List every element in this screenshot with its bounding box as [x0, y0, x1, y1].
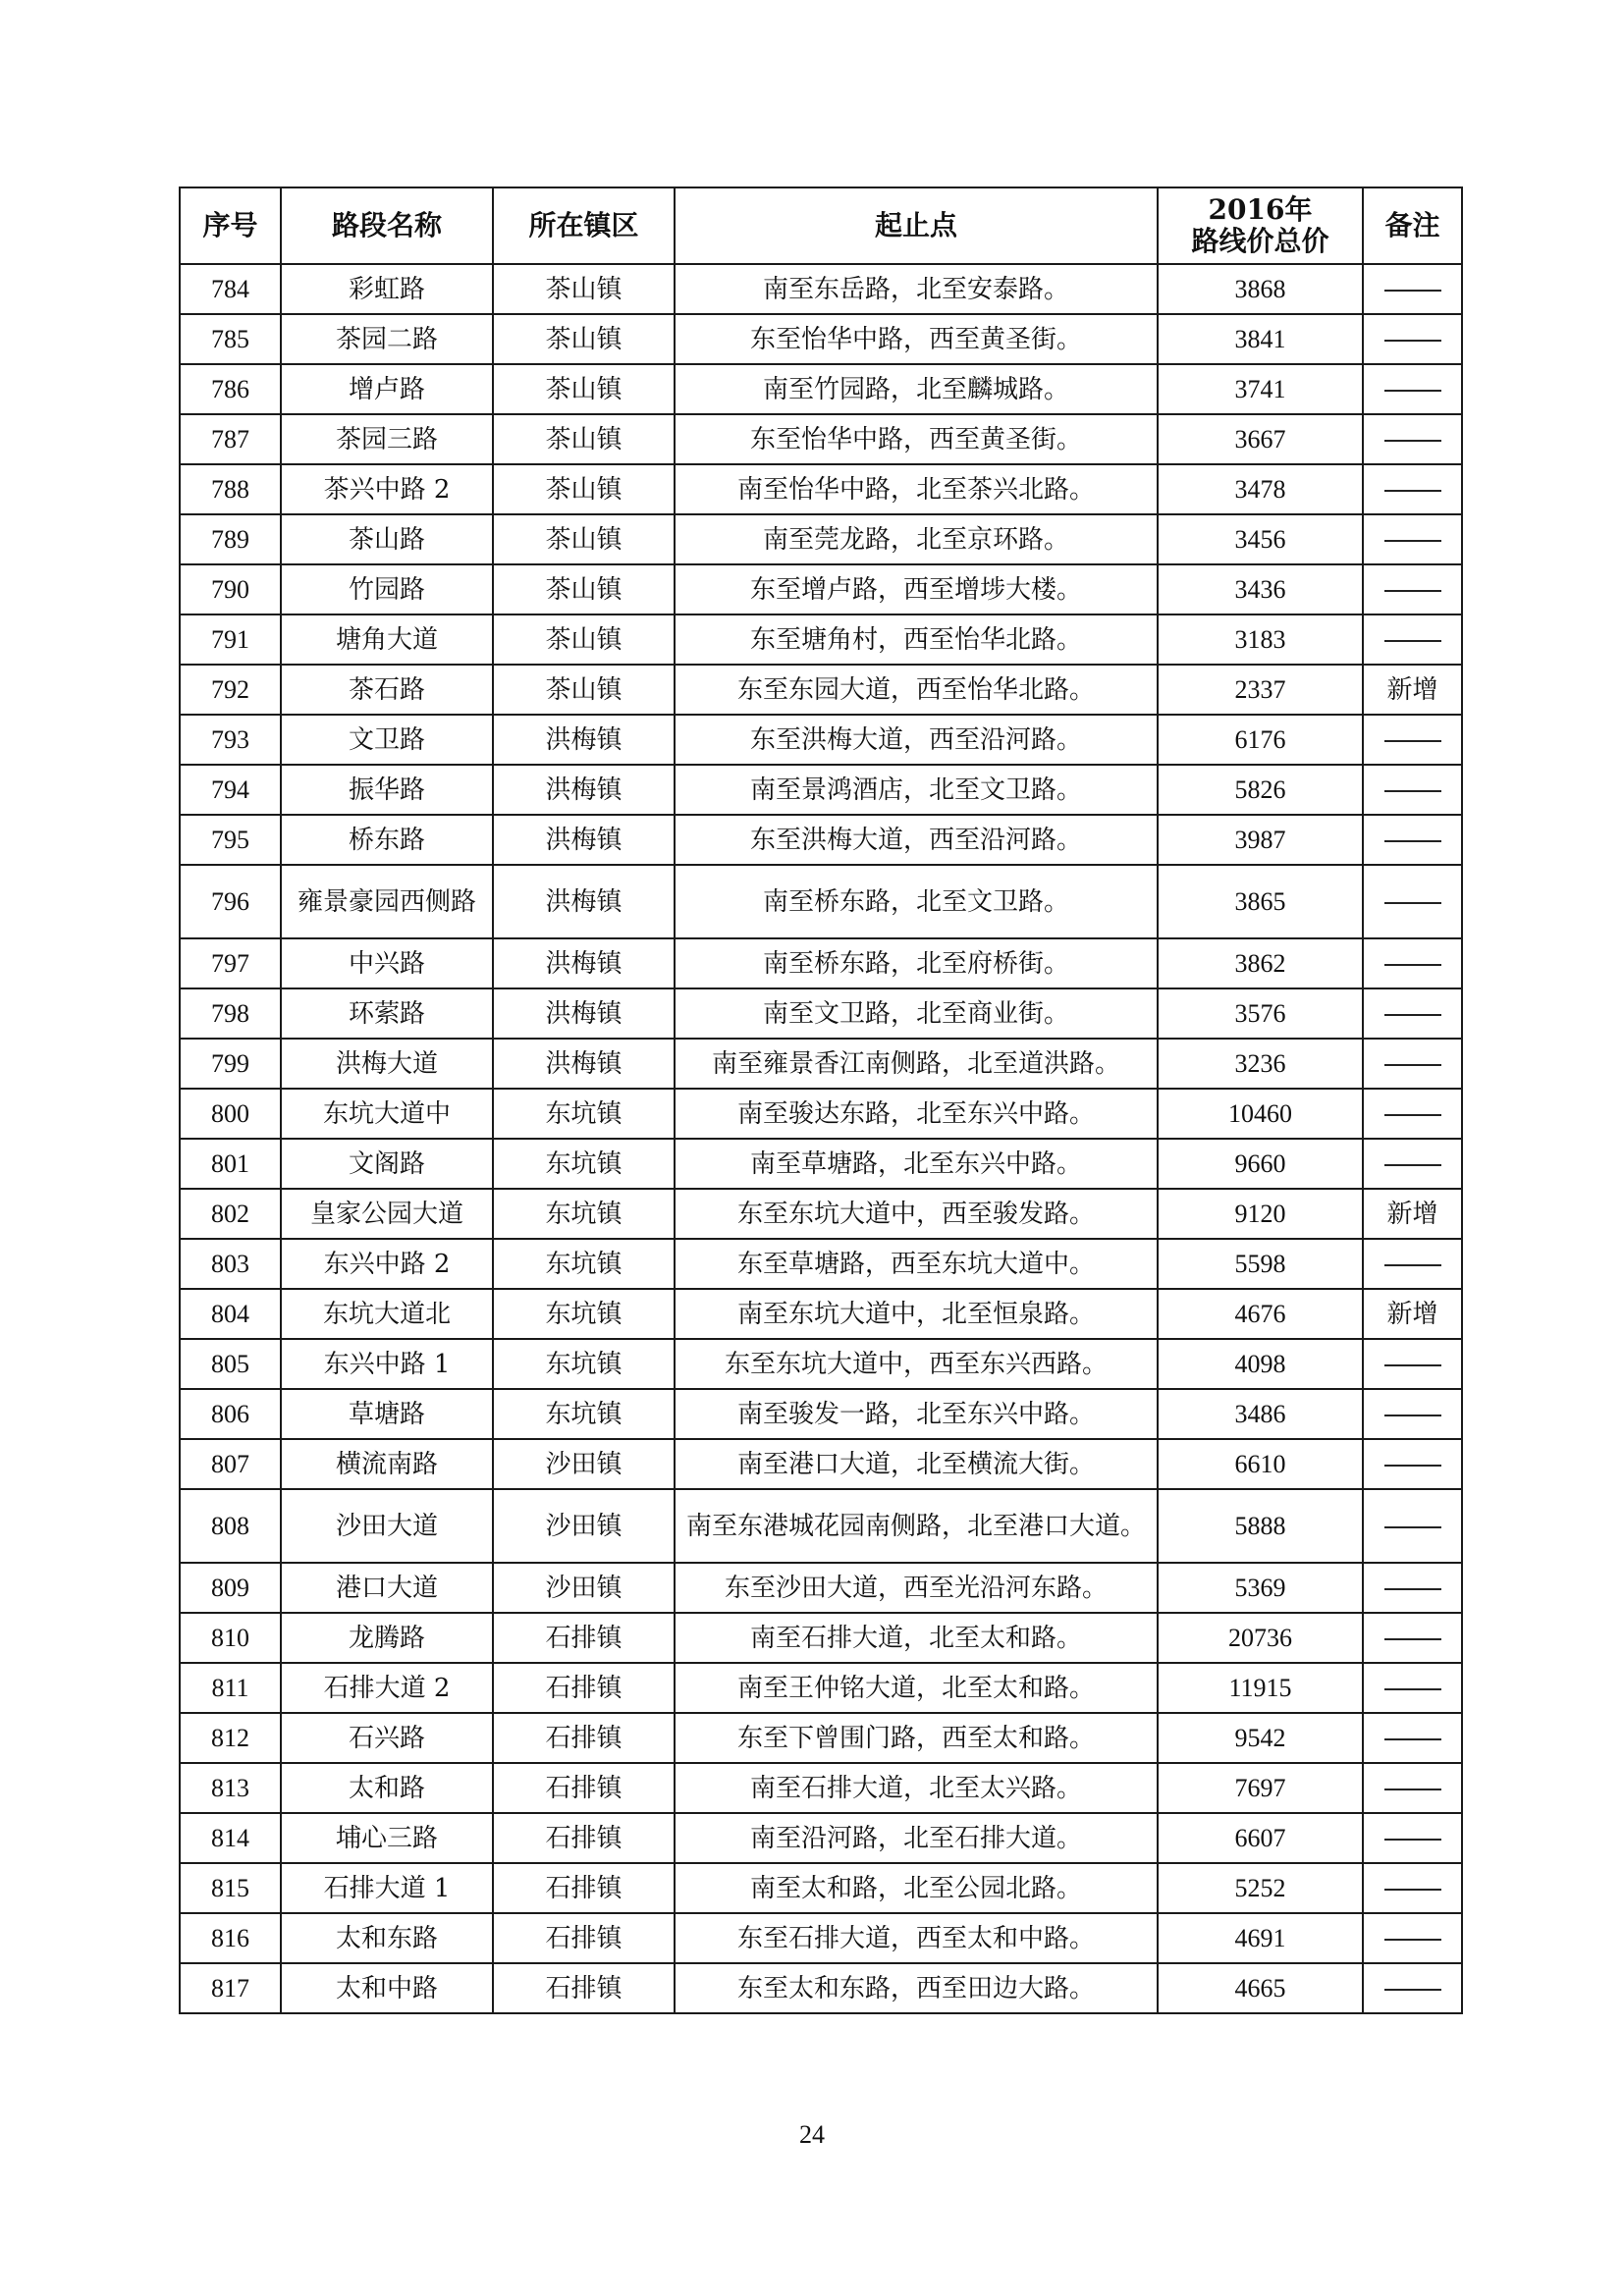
header-remark: 备注 — [1363, 187, 1462, 264]
row-town: 沙田镇 — [493, 1439, 675, 1489]
dash-mark — [1384, 790, 1441, 792]
row-price: 4665 — [1158, 1963, 1363, 2013]
row-price: 4691 — [1158, 1913, 1363, 1963]
row-no: 799 — [180, 1039, 281, 1089]
row-remark — [1363, 1613, 1462, 1663]
row-price: 3667 — [1158, 414, 1363, 464]
table-header-row — [180, 187, 1462, 264]
dash-mark — [1384, 1415, 1441, 1416]
row-remark — [1363, 1339, 1462, 1389]
row-road-name: 桥东路 — [281, 815, 493, 865]
row-road-name: 环萦路 — [281, 988, 493, 1039]
row-remark — [1363, 464, 1462, 514]
table-row — [180, 464, 1462, 514]
dash-mark — [1384, 540, 1441, 542]
dash-mark — [1384, 840, 1441, 842]
row-road-name: 茶园二路 — [281, 314, 493, 364]
row-price: 3436 — [1158, 564, 1363, 614]
row-town: 洪梅镇 — [493, 938, 675, 988]
dash-mark — [1384, 440, 1441, 442]
dash-mark — [1384, 390, 1441, 392]
table-row — [180, 1289, 1462, 1339]
row-range: 南至沿河路，北至石排大道。 — [675, 1813, 1158, 1863]
row-no: 785 — [180, 314, 281, 364]
row-price: 3741 — [1158, 364, 1363, 414]
dash-mark — [1384, 640, 1441, 642]
row-town: 东坑镇 — [493, 1339, 675, 1389]
row-town: 石排镇 — [493, 1963, 675, 2013]
row-price: 3841 — [1158, 314, 1363, 364]
dash-mark — [1384, 1014, 1441, 1016]
row-town: 东坑镇 — [493, 1239, 675, 1289]
row-range: 东至洪梅大道，西至沿河路。 — [675, 815, 1158, 865]
row-town: 沙田镇 — [493, 1489, 675, 1563]
row-range: 东至增卢路，西至增埗大楼。 — [675, 564, 1158, 614]
row-price: 3987 — [1158, 815, 1363, 865]
row-town: 石排镇 — [493, 1763, 675, 1813]
row-price: 5369 — [1158, 1563, 1363, 1613]
table-row — [180, 1763, 1462, 1813]
row-remark — [1363, 1139, 1462, 1189]
row-range: 东至东坑大道中，西至骏发路。 — [675, 1189, 1158, 1239]
row-town: 洪梅镇 — [493, 765, 675, 815]
row-road-name: 太和东路 — [281, 1913, 493, 1963]
row-range: 东至怡华中路，西至黄圣街。 — [675, 414, 1158, 464]
row-no: 793 — [180, 715, 281, 765]
dash-mark — [1384, 964, 1441, 966]
row-price: 5826 — [1158, 765, 1363, 815]
row-road-name: 竹园路 — [281, 564, 493, 614]
row-remark — [1363, 264, 1462, 314]
row-no: 784 — [180, 264, 281, 314]
dash-mark — [1384, 590, 1441, 592]
row-price: 3456 — [1158, 514, 1363, 564]
row-remark — [1363, 1039, 1462, 1089]
row-range: 南至王仲铭大道，北至太和路。 — [675, 1663, 1158, 1713]
table-row — [180, 938, 1462, 988]
row-road-name: 石排大道 2 — [281, 1663, 493, 1713]
row-price: 9120 — [1158, 1189, 1363, 1239]
row-range: 东至洪梅大道，西至沿河路。 — [675, 715, 1158, 765]
header-range: 起止点 — [675, 187, 1158, 264]
row-no: 801 — [180, 1139, 281, 1189]
row-town: 石排镇 — [493, 1813, 675, 1863]
row-no: 815 — [180, 1863, 281, 1913]
dash-mark — [1384, 490, 1441, 492]
dash-mark — [1384, 340, 1441, 342]
dash-mark — [1384, 1588, 1441, 1590]
row-road-name: 沙田大道 — [281, 1489, 493, 1563]
row-town: 石排镇 — [493, 1863, 675, 1913]
row-range: 东至东园大道，西至怡华北路。 — [675, 665, 1158, 715]
row-remark — [1363, 1863, 1462, 1913]
row-range: 南至桥东路，北至府桥街。 — [675, 938, 1158, 988]
table-row — [180, 1389, 1462, 1439]
row-no: 806 — [180, 1389, 281, 1439]
row-range: 南至东坑大道中，北至恒泉路。 — [675, 1289, 1158, 1339]
row-road-name: 石排大道 1 — [281, 1863, 493, 1913]
dash-mark — [1384, 740, 1441, 742]
dash-mark — [1384, 1064, 1441, 1066]
row-town: 东坑镇 — [493, 1139, 675, 1189]
row-price: 3183 — [1158, 614, 1363, 665]
row-remark — [1363, 1913, 1462, 1963]
row-road-name: 东坑大道北 — [281, 1289, 493, 1339]
row-remark — [1363, 815, 1462, 865]
row-town: 石排镇 — [493, 1913, 675, 1963]
table-row — [180, 1239, 1462, 1289]
row-town: 茶山镇 — [493, 314, 675, 364]
dash-mark — [1384, 1989, 1441, 1991]
table-row — [180, 1613, 1462, 1663]
row-remark — [1363, 715, 1462, 765]
row-range: 东至塘角村，西至怡华北路。 — [675, 614, 1158, 665]
row-road-name: 中兴路 — [281, 938, 493, 988]
row-remark — [1363, 1489, 1462, 1563]
row-range: 东至石排大道，西至太和中路。 — [675, 1913, 1158, 1963]
row-price: 20736 — [1158, 1613, 1363, 1663]
row-no: 790 — [180, 564, 281, 614]
table-row — [180, 564, 1462, 614]
row-price: 10460 — [1158, 1089, 1363, 1139]
row-town: 石排镇 — [493, 1613, 675, 1663]
table-row — [180, 1713, 1462, 1763]
row-range: 东至草塘路，西至东坑大道中。 — [675, 1239, 1158, 1289]
row-remark: 新增 — [1363, 665, 1462, 715]
row-no: 795 — [180, 815, 281, 865]
header-town: 所在镇区 — [493, 187, 675, 264]
dash-mark — [1384, 902, 1441, 904]
row-range: 南至竹园路，北至麟城路。 — [675, 364, 1158, 414]
row-range: 南至莞龙路，北至京环路。 — [675, 514, 1158, 564]
row-road-name: 文阁路 — [281, 1139, 493, 1189]
row-no: 787 — [180, 414, 281, 464]
row-price: 5888 — [1158, 1489, 1363, 1563]
row-range: 东至太和东路，西至田边大路。 — [675, 1963, 1158, 2013]
table-row — [180, 364, 1462, 414]
row-remark: 新增 — [1363, 1189, 1462, 1239]
row-town: 洪梅镇 — [493, 988, 675, 1039]
row-road-name: 草塘路 — [281, 1389, 493, 1439]
row-remark — [1363, 988, 1462, 1039]
header-price-line1: 2016年 — [1208, 193, 1313, 226]
row-range: 东至东坑大道中，西至东兴西路。 — [675, 1339, 1158, 1389]
row-range: 南至景鸿酒店，北至文卫路。 — [675, 765, 1158, 815]
row-no: 807 — [180, 1439, 281, 1489]
row-range: 南至石排大道，北至太兴路。 — [675, 1763, 1158, 1813]
dash-mark — [1384, 1526, 1441, 1528]
row-remark: 新增 — [1363, 1289, 1462, 1339]
table-row — [180, 1039, 1462, 1089]
dash-mark — [1384, 1364, 1441, 1366]
row-range: 南至骏发一路，北至东兴中路。 — [675, 1389, 1158, 1439]
row-remark — [1363, 364, 1462, 414]
row-road-name: 茶园三路 — [281, 414, 493, 464]
table-row — [180, 414, 1462, 464]
table-row — [180, 1089, 1462, 1139]
row-town: 洪梅镇 — [493, 815, 675, 865]
row-price: 5598 — [1158, 1239, 1363, 1289]
row-price: 3862 — [1158, 938, 1363, 988]
row-no: 813 — [180, 1763, 281, 1813]
row-remark — [1363, 1663, 1462, 1713]
row-range: 南至骏达东路，北至东兴中路。 — [675, 1089, 1158, 1139]
row-price: 6176 — [1158, 715, 1363, 765]
row-range: 南至太和路，北至公园北路。 — [675, 1863, 1158, 1913]
row-town: 洪梅镇 — [493, 865, 675, 938]
row-road-name: 茶石路 — [281, 665, 493, 715]
row-price: 3236 — [1158, 1039, 1363, 1089]
road-price-table — [179, 187, 1463, 2014]
row-remark — [1363, 514, 1462, 564]
row-remark — [1363, 765, 1462, 815]
row-road-name: 东兴中路 2 — [281, 1239, 493, 1289]
row-price: 3576 — [1158, 988, 1363, 1039]
row-road-name: 茶山路 — [281, 514, 493, 564]
table-row — [180, 715, 1462, 765]
row-no: 798 — [180, 988, 281, 1039]
row-price: 6607 — [1158, 1813, 1363, 1863]
row-remark — [1363, 1439, 1462, 1489]
row-town: 茶山镇 — [493, 264, 675, 314]
row-range: 南至东港城花园南侧路，北至港口大道。 — [675, 1489, 1158, 1563]
row-range: 东至沙田大道，西至光沿河东路。 — [675, 1563, 1158, 1613]
row-town: 茶山镇 — [493, 564, 675, 614]
row-town: 茶山镇 — [493, 665, 675, 715]
row-range: 南至雍景香江南侧路，北至道洪路。 — [675, 1039, 1158, 1089]
page-number: 24 — [799, 2120, 825, 2149]
row-road-name: 增卢路 — [281, 364, 493, 414]
row-town: 茶山镇 — [493, 414, 675, 464]
row-town: 洪梅镇 — [493, 715, 675, 765]
row-road-name: 塘角大道 — [281, 614, 493, 665]
row-road-name: 太和路 — [281, 1763, 493, 1813]
row-town: 茶山镇 — [493, 514, 675, 564]
header-price — [1158, 187, 1363, 264]
row-no: 811 — [180, 1663, 281, 1713]
row-town: 沙田镇 — [493, 1563, 675, 1613]
row-remark — [1363, 865, 1462, 938]
dash-mark — [1384, 1264, 1441, 1266]
dash-mark — [1384, 1889, 1441, 1891]
row-price: 4676 — [1158, 1289, 1363, 1339]
table-row — [180, 1563, 1462, 1613]
row-price: 3478 — [1158, 464, 1363, 514]
row-remark — [1363, 414, 1462, 464]
row-range: 南至桥东路，北至文卫路。 — [675, 865, 1158, 938]
row-price: 3486 — [1158, 1389, 1363, 1439]
dash-mark — [1384, 290, 1441, 292]
row-price: 2337 — [1158, 665, 1363, 715]
row-town: 洪梅镇 — [493, 1039, 675, 1089]
dash-mark — [1384, 1789, 1441, 1790]
table-row — [180, 1339, 1462, 1389]
row-price: 4098 — [1158, 1339, 1363, 1389]
row-road-name: 彩虹路 — [281, 264, 493, 314]
table-row — [180, 1913, 1462, 1963]
row-road-name: 洪梅大道 — [281, 1039, 493, 1089]
row-road-name: 石兴路 — [281, 1713, 493, 1763]
row-town: 东坑镇 — [493, 1089, 675, 1139]
row-price: 7697 — [1158, 1763, 1363, 1813]
row-price: 3865 — [1158, 865, 1363, 938]
dash-mark — [1384, 1939, 1441, 1941]
row-price: 6610 — [1158, 1439, 1363, 1489]
row-no: 786 — [180, 364, 281, 414]
dash-mark — [1384, 1114, 1441, 1116]
dash-mark — [1384, 1465, 1441, 1467]
row-town: 东坑镇 — [493, 1189, 675, 1239]
row-no: 802 — [180, 1189, 281, 1239]
dash-mark — [1384, 1839, 1441, 1841]
row-no: 808 — [180, 1489, 281, 1563]
row-range: 南至草塘路，北至东兴中路。 — [675, 1139, 1158, 1189]
row-road-name: 皇家公园大道 — [281, 1189, 493, 1239]
table-row — [180, 1663, 1462, 1713]
header-road-name: 路段名称 — [281, 187, 493, 264]
row-no: 800 — [180, 1089, 281, 1139]
row-no: 792 — [180, 665, 281, 715]
table-row — [180, 1139, 1462, 1189]
row-remark — [1363, 1813, 1462, 1863]
row-road-name: 龙腾路 — [281, 1613, 493, 1663]
row-remark — [1363, 614, 1462, 665]
row-town: 茶山镇 — [493, 464, 675, 514]
row-range: 南至石排大道，北至太和路。 — [675, 1613, 1158, 1663]
row-remark — [1363, 938, 1462, 988]
row-town: 石排镇 — [493, 1713, 675, 1763]
table-row — [180, 1439, 1462, 1489]
row-no: 810 — [180, 1613, 281, 1663]
row-remark — [1363, 1563, 1462, 1613]
row-no: 804 — [180, 1289, 281, 1339]
table-row — [180, 1813, 1462, 1863]
row-remark — [1363, 1713, 1462, 1763]
row-range: 东至怡华中路，西至黄圣街。 — [675, 314, 1158, 364]
row-remark — [1363, 314, 1462, 364]
dash-mark — [1384, 1164, 1441, 1166]
row-no: 812 — [180, 1713, 281, 1763]
dash-mark — [1384, 1738, 1441, 1740]
row-remark — [1363, 1089, 1462, 1139]
row-price: 3868 — [1158, 264, 1363, 314]
row-no: 816 — [180, 1913, 281, 1963]
row-remark — [1363, 1239, 1462, 1289]
row-no: 805 — [180, 1339, 281, 1389]
row-road-name: 太和中路 — [281, 1963, 493, 2013]
table-row — [180, 665, 1462, 715]
row-remark — [1363, 564, 1462, 614]
table-row — [180, 1963, 1462, 2013]
row-no: 794 — [180, 765, 281, 815]
row-no: 809 — [180, 1563, 281, 1613]
table-row — [180, 765, 1462, 815]
row-no: 797 — [180, 938, 281, 988]
row-price: 9660 — [1158, 1139, 1363, 1189]
row-price: 5252 — [1158, 1863, 1363, 1913]
row-road-name: 港口大道 — [281, 1563, 493, 1613]
table-row — [180, 1489, 1462, 1563]
row-price: 11915 — [1158, 1663, 1363, 1713]
row-road-name: 东兴中路 1 — [281, 1339, 493, 1389]
header-no: 序号 — [180, 187, 281, 264]
row-remark — [1363, 1963, 1462, 2013]
row-town: 茶山镇 — [493, 614, 675, 665]
row-town: 东坑镇 — [493, 1389, 675, 1439]
row-no: 788 — [180, 464, 281, 514]
table-row — [180, 614, 1462, 665]
row-range: 南至文卫路，北至商业街。 — [675, 988, 1158, 1039]
row-remark — [1363, 1763, 1462, 1813]
row-town: 东坑镇 — [493, 1289, 675, 1339]
row-town: 石排镇 — [493, 1663, 675, 1713]
row-road-name: 雍景豪园西侧路 — [281, 865, 493, 938]
row-range: 东至下曾围门路，西至太和路。 — [675, 1713, 1158, 1763]
row-road-name: 文卫路 — [281, 715, 493, 765]
row-range: 南至东岳路，北至安泰路。 — [675, 264, 1158, 314]
row-no: 789 — [180, 514, 281, 564]
row-no: 814 — [180, 1813, 281, 1863]
table-row — [180, 988, 1462, 1039]
table-row — [180, 264, 1462, 314]
row-town: 茶山镇 — [493, 364, 675, 414]
row-range: 南至怡华中路，北至茶兴北路。 — [675, 464, 1158, 514]
row-price: 9542 — [1158, 1713, 1363, 1763]
header-price-line2: 路线价总价 — [1191, 225, 1329, 257]
table-row — [180, 1863, 1462, 1913]
dash-mark — [1384, 1638, 1441, 1640]
row-road-name: 东坑大道中 — [281, 1089, 493, 1139]
row-no: 817 — [180, 1963, 281, 2013]
table-row — [180, 815, 1462, 865]
row-no: 791 — [180, 614, 281, 665]
row-road-name: 茶兴中路 2 — [281, 464, 493, 514]
row-road-name: 埔心三路 — [281, 1813, 493, 1863]
row-no: 803 — [180, 1239, 281, 1289]
table-row — [180, 514, 1462, 564]
table-row — [180, 314, 1462, 364]
table-row — [180, 865, 1462, 938]
dash-mark — [1384, 1688, 1441, 1690]
row-no: 796 — [180, 865, 281, 938]
row-road-name: 横流南路 — [281, 1439, 493, 1489]
row-remark — [1363, 1389, 1462, 1439]
row-range: 南至港口大道，北至横流大街。 — [675, 1439, 1158, 1489]
row-road-name: 振华路 — [281, 765, 493, 815]
table-row — [180, 1189, 1462, 1239]
